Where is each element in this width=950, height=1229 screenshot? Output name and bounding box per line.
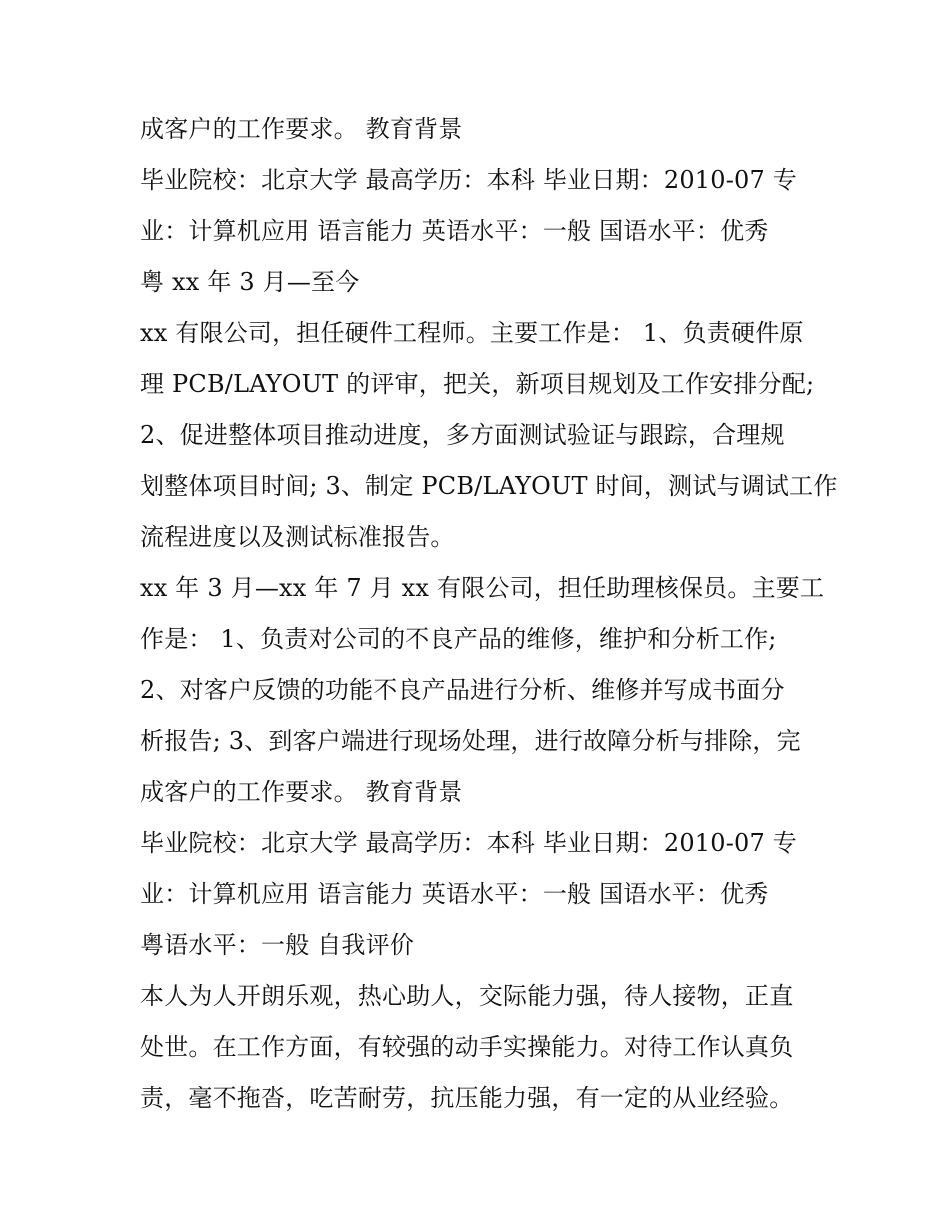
text-line: 流程进度以及测试标准报告。 [140, 523, 455, 551]
text-line: 析报告; 3、到客户端进行现场处理，进行故障分析与排除，完 [140, 727, 801, 755]
text-line: 业：计算机应用 语言能力 英语水平：一般 国语水平：优秀 [140, 880, 769, 908]
text-line: 划整体项目时间; 3、制定 PCB/LAYOUT 时间，测试与调试工作 [140, 472, 838, 500]
document-body [140, 104, 838, 1124]
text-line: 处世。在工作方面，有较强的动手实操能力。对待工作认真负 [140, 1033, 794, 1061]
text-line: xx 有限公司，担任硬件工程师。主要工作是： 1、负责硬件原 [140, 319, 804, 347]
text-line: 理 PCB/LAYOUT 的评审，把关，新项目规划及工作安排分配; [140, 370, 815, 398]
text-line: 责，毫不拖沓，吃苦耐劳，抗压能力强，有一定的从业经验。 [140, 1084, 794, 1112]
text-line: 粤 xx 年 3 月—至今 [140, 268, 360, 296]
text-line: 成客户的工作要求。 教育背景 [140, 778, 463, 806]
text-line: 业：计算机应用 语言能力 英语水平：一般 国语水平：优秀 [140, 217, 769, 245]
text-line: 2、促进整体项目推动进度，多方面测试验证与跟踪，合理规 [140, 421, 785, 449]
text-line: 2、对客户反馈的功能不良产品进行分析、维修并写成书面分 [140, 676, 785, 704]
text-line: 毕业院校：北京大学 最高学历：本科 毕业日期：2010-07 专 [140, 829, 798, 857]
text-line: 毕业院校：北京大学 最高学历：本科 毕业日期：2010-07 专 [140, 166, 798, 194]
text-line: 作是： 1、负责对公司的不良产品的维修，维护和分析工作; [140, 625, 777, 653]
text-line: 成客户的工作要求。 教育背景 [140, 115, 463, 143]
text-line: 粤语水平：一般 自我评价 [140, 931, 415, 959]
text-line: 本人为人开朗乐观，热心助人，交际能力强，待人接物，正直 [140, 982, 794, 1010]
text-line: xx 年 3 月—xx 年 7 月 xx 有限公司，担任助理核保员。主要工 [140, 574, 825, 602]
